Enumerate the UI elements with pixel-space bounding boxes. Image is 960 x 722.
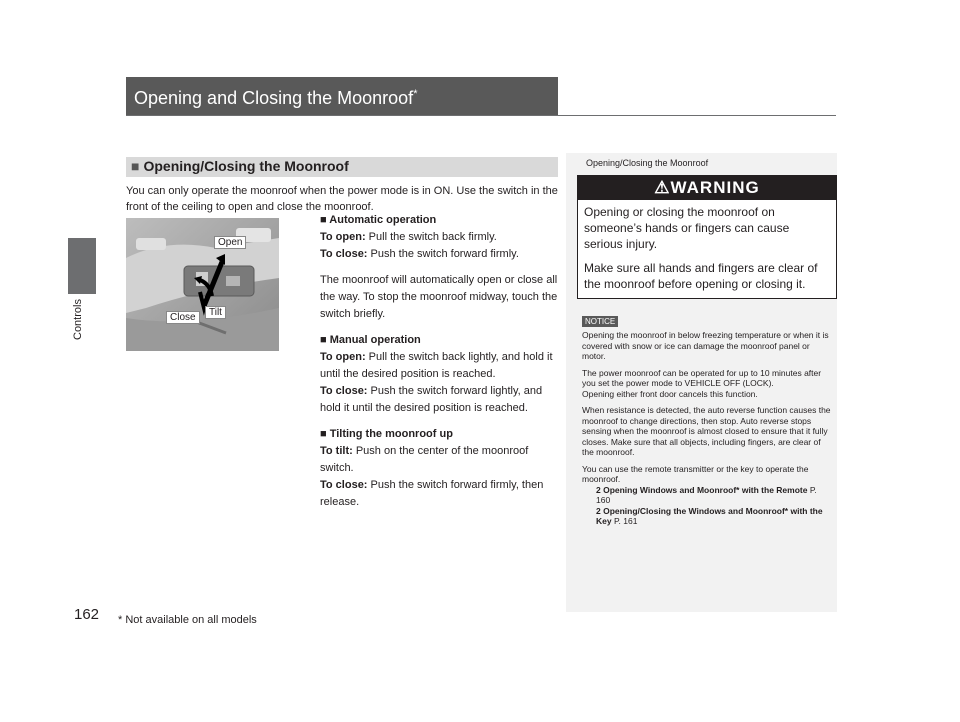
warning-text-2: Make sure all hands and fingers are clear of the moonroof before opening or closing it. (584, 261, 818, 291)
tilting-close: To close: Push the switch forward firmly, then release. (320, 479, 544, 508)
chapter-label-wrap (72, 292, 92, 352)
manual-heading: ■ Manual operation (320, 334, 421, 346)
warning-header: ⚠WARNING (578, 176, 836, 200)
page-number: 162 (74, 606, 100, 623)
tilting-tilt: To tilt: Push on the center of the moonroof switch. (320, 445, 529, 474)
reference-link-remote[interactable]: 2 Opening Windows and Moonroof* with the Remote P. 160 (596, 484, 817, 505)
label-close: Close (166, 311, 200, 324)
section-heading: Opening/Closing the Moonroof (143, 158, 349, 174)
footnote: * Not available on all models (118, 614, 257, 626)
warning-text-1: Opening or closing the moonroof on someone’s hands or fingers can cause serious injury. (584, 205, 790, 251)
sidebar-title: Opening/Closing the Moonroof (586, 158, 709, 168)
chapter-label: Controls (72, 299, 84, 340)
instructions-column (320, 212, 560, 511)
asterisk-mark: * (413, 88, 418, 100)
note-auto-reverse: When resistance is detected, the auto reverse function causes the moonroof to change directions, then stop. Auto reverse stops sensing when the moonroof is almost closed to ensure that it fully closes. Make sure that all objects, including fingers, are clear of the moonroof. (582, 405, 831, 457)
warning-triangle-icon: ⚠ (654, 178, 671, 197)
notice-badge: NOTICE (582, 316, 618, 327)
automatic-heading: ■ Automatic operation (320, 214, 437, 226)
page-title-bar (126, 77, 558, 115)
automatic-note: The moonroof will automatically open or close all the way. To stop the moonroof midway, touch the switch briefly. (320, 274, 558, 320)
manual-close: To close: Push the switch forward lightly, and hold it until the desired position is reached. (320, 385, 543, 414)
warning-box (577, 175, 837, 299)
manual-open: To open: Pull the switch back lightly, and hold it until the desired position is reached. (320, 351, 553, 380)
sidebar-notes (582, 330, 832, 527)
chapter-tab (68, 238, 96, 294)
tilting-heading: ■ Tilting the moonroof up (320, 428, 453, 440)
moonroof-switch-photo (126, 218, 279, 351)
page-title: Opening and Closing the Moonroof* (134, 88, 418, 108)
section-bullet: ■ (131, 158, 140, 174)
notice-text: Opening the moonroof in below freezing temperature or when it is covered with snow or ice can damage the moonroof panel or motor. (582, 330, 829, 361)
note-remote: You can use the remote transmitter or the key to operate the moonroof. (582, 463, 809, 484)
label-tilt: Tilt (205, 306, 226, 319)
section-heading-bar (126, 157, 558, 177)
automatic-open: To open: Pull the switch back firmly. (320, 231, 497, 243)
note-power-time: The power moonroof can be operated for up to 10 minutes after you set the power mode to VEHICLE OFF (LOCK). Opening either front door cancels this function. (582, 367, 822, 399)
title-rule (126, 115, 836, 116)
automatic-close: To close: Push the switch forward firmly. (320, 248, 519, 260)
label-open: Open (214, 236, 246, 249)
intro-paragraph: You can only operate the moonroof when the power mode is in ON. Use the switch in the front of the ceiling to open and close the moonroof. (126, 185, 558, 213)
reference-link-key[interactable]: 2 Opening/Closing the Windows and Moonroof* with the Key P. 161 (596, 505, 823, 526)
